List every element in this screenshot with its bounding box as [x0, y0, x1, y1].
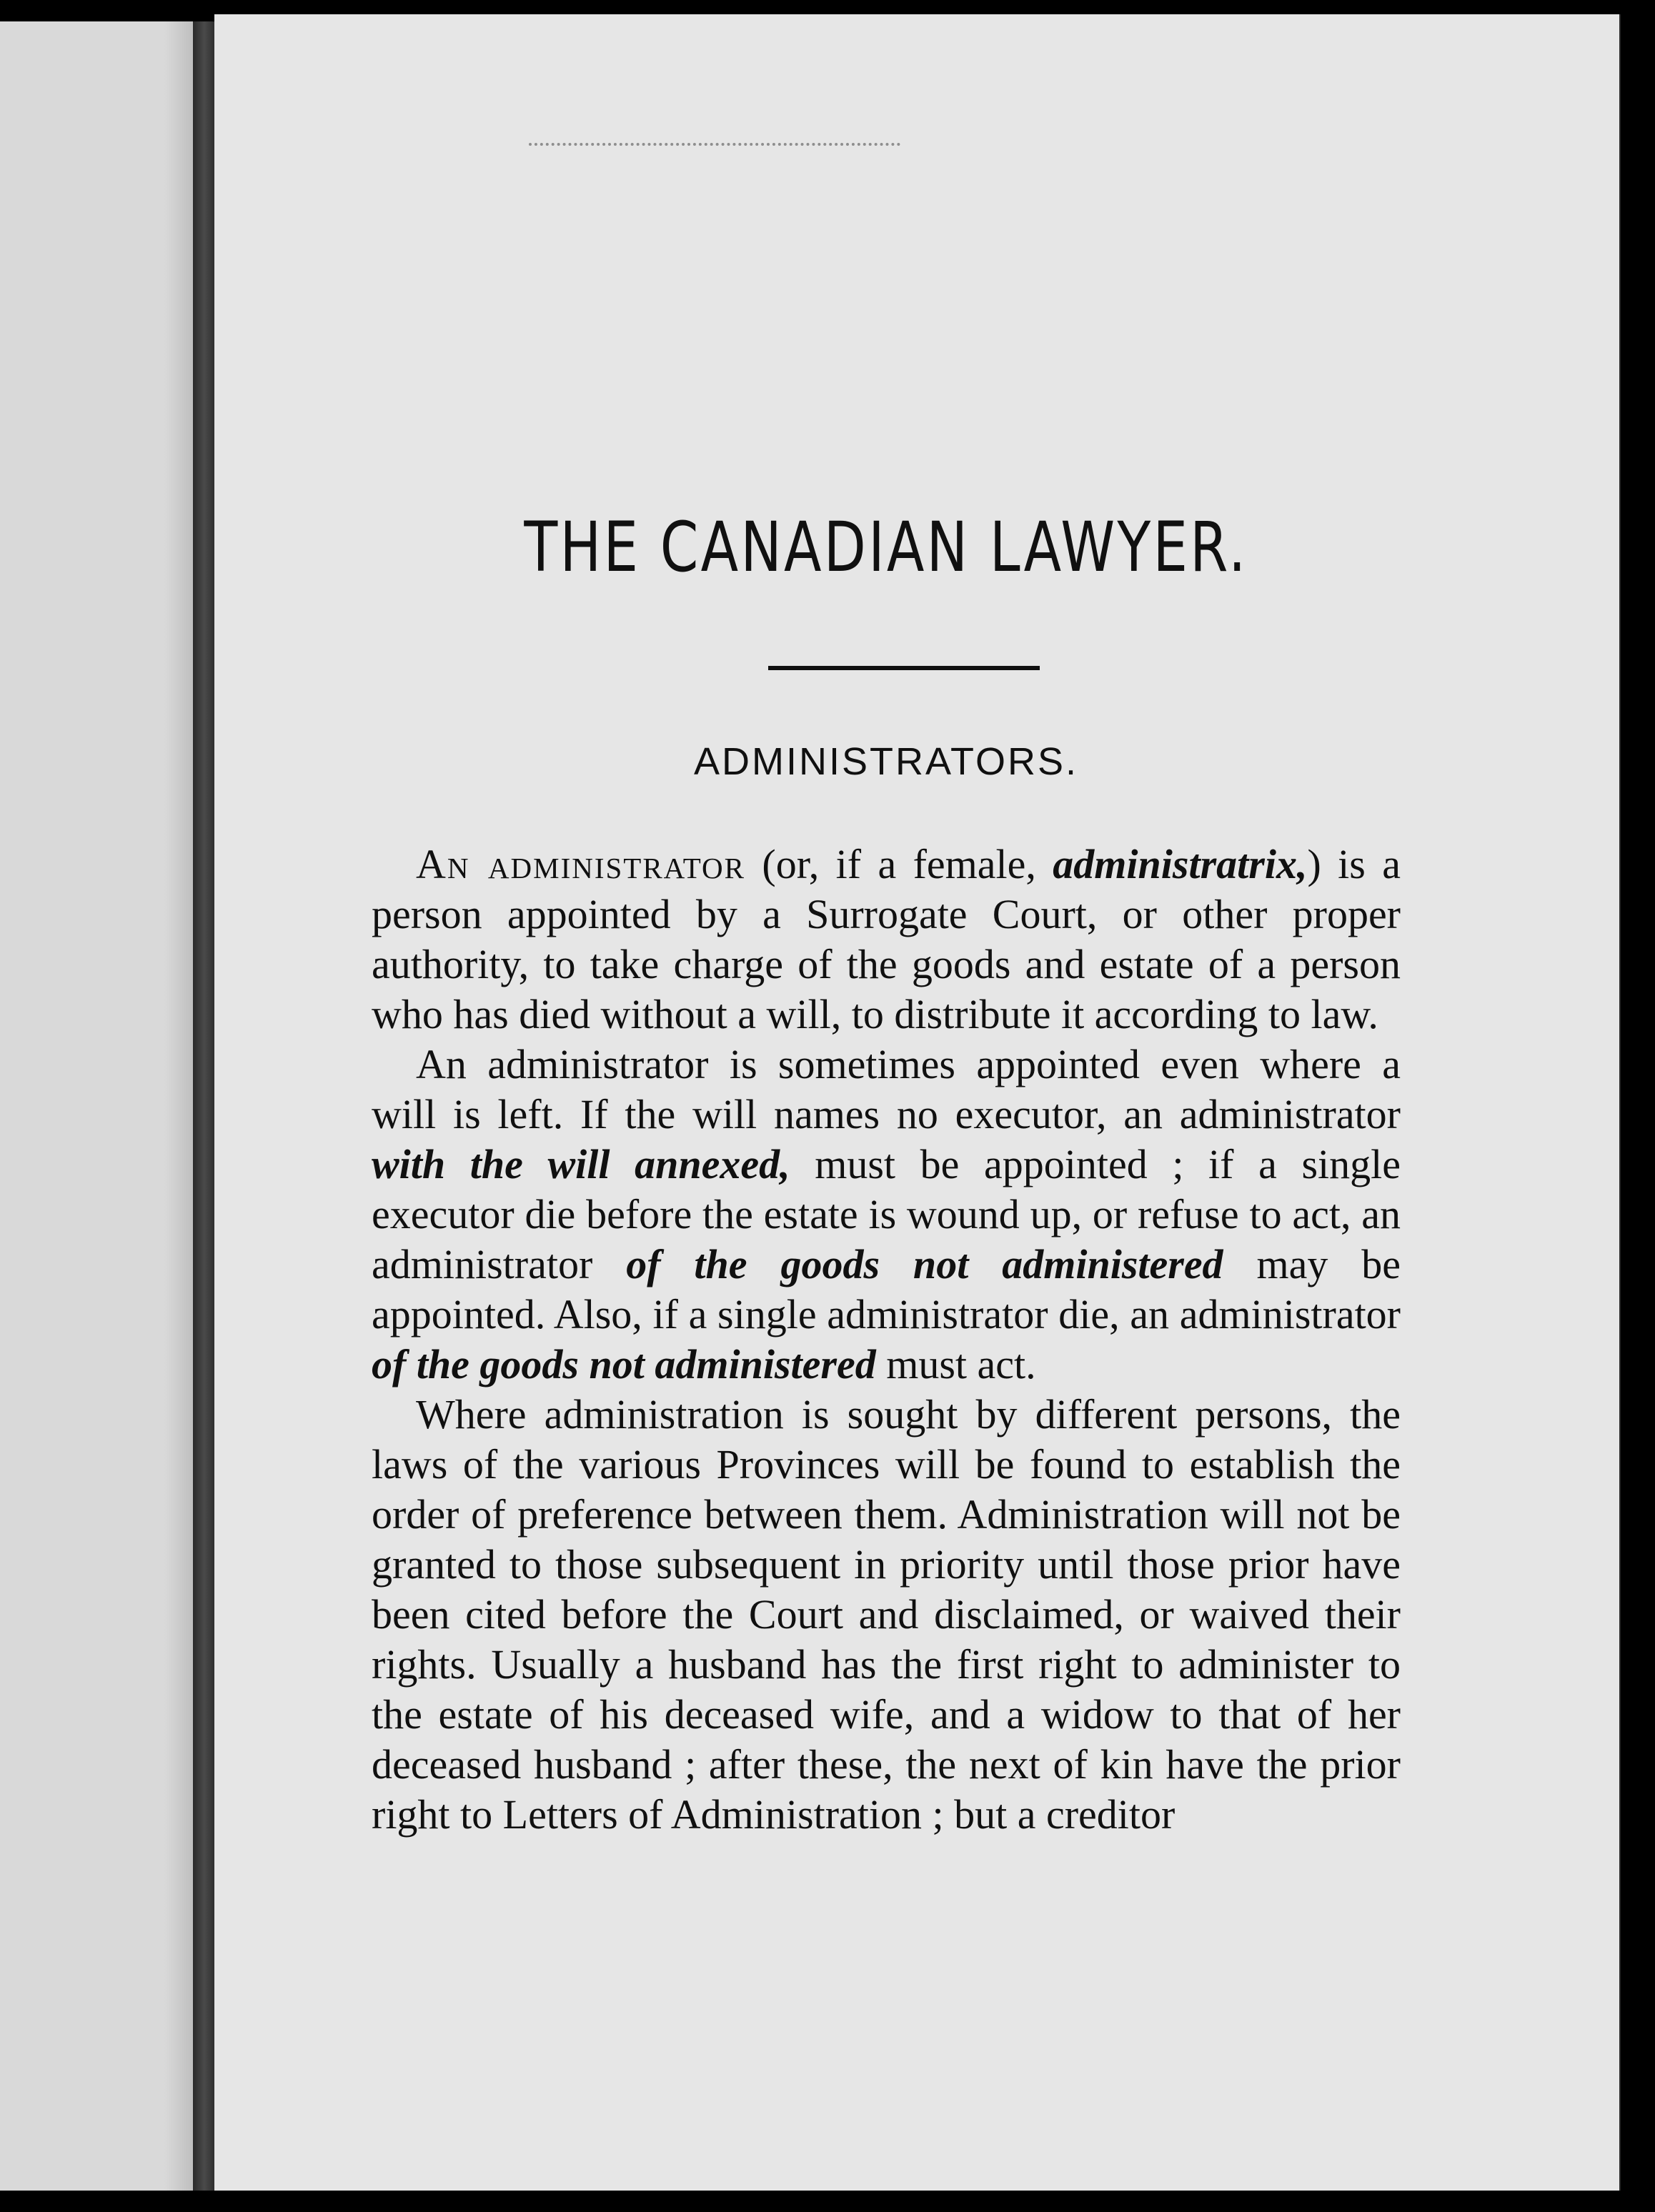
- italic-term: of the goods not administered: [372, 1341, 876, 1388]
- lead-in: An administrator: [416, 841, 746, 887]
- paragraph-3: [372, 1390, 1401, 1840]
- italic-term: administratrix,: [1053, 841, 1308, 887]
- body-text: [372, 840, 1401, 1840]
- text-run: (or, if a female,: [745, 841, 1053, 887]
- facing-page: [0, 21, 193, 2191]
- book-page: [214, 14, 1621, 2191]
- running-title: THE CANADIAN LAWYER.: [524, 507, 1248, 587]
- title-rule: [768, 666, 1040, 670]
- paragraph-1: [372, 840, 1401, 1040]
- paragraph-2: [372, 1040, 1401, 1390]
- text-run: An administrator is sometimes appointed even where a will is left. If the will names no executor, an administrator: [372, 1041, 1401, 1137]
- text-run: must act.: [875, 1341, 1036, 1388]
- section-heading: ADMINISTRATORS.: [693, 740, 1079, 783]
- text-run: ) is a person appointed by a Surrogate Court, or other proper authority, to take charge of the goods and estate of a person who has died without a will, to distribute it according to law.: [372, 841, 1401, 1037]
- italic-term: of the goods not administered: [626, 1241, 1223, 1287]
- page-content: [372, 14, 1401, 2191]
- italic-term: with the will annexed,: [372, 1141, 790, 1187]
- text-run: Where administration is sought by different persons, the laws of the various Provinces will be found to establish the order of preference between them. Administration will not be granted to those subsequent in priority until those prior have been cited before the Court and disclaimed, or waived their rights. Usually a husband has the first right to administer to the estate of his deceased wife, and a widow to that of her deceased husband ; after these, the next of kin have the prior right to Letters of Administration ; but a creditor: [372, 1391, 1401, 1838]
- gutter-shadow: [164, 21, 193, 2191]
- text-run: must be appointed ; if a single executor die before the estate is wound up, or refuse to act, an administrator: [372, 1141, 1401, 1287]
- text-run: may be appointed. Also, if a single administrator die, an administrator: [372, 1241, 1401, 1337]
